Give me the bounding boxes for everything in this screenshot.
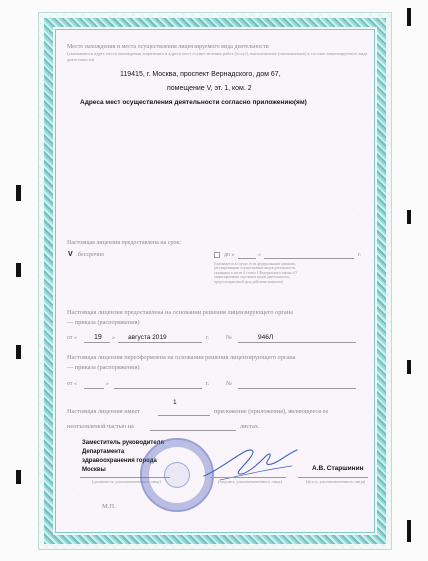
signature-line: [210, 477, 286, 478]
appendix-sheets-line: [150, 430, 236, 431]
basis-day: 19: [94, 334, 102, 341]
signatory-name-line: [298, 477, 368, 478]
basis-month: августа 2019: [128, 334, 167, 341]
reissue-heading-line-2: — приказа (распоряжения): [67, 364, 140, 371]
term-day-line: [238, 258, 256, 259]
term-checkbox-mark: V: [68, 251, 73, 258]
name-caption: (ф.и.о. уполномоченного лица): [306, 479, 366, 484]
scan-edge-mark: [407, 520, 411, 542]
term-until-suffix: г.: [358, 252, 362, 258]
term-note: (указывается в случае, если федеральными законами, регулирующими осуществление видов деятельности, указанных в части 4 статьи 1 Федерального закона «О лицензировании отдельных видов деятельности», предусмотрен иной срок действия лицензии): [214, 262, 297, 284]
basis-month-line: [118, 342, 202, 343]
appendix-sheets-label: листах.: [240, 423, 260, 430]
signatory-title-line-4: Москвы: [82, 467, 106, 473]
basis-year-suffix: г.: [206, 335, 210, 341]
term-heading: Настоящая лицензия предоставлена на срок:: [67, 240, 181, 246]
basis-quote-close: »: [112, 335, 115, 341]
appendix-text-1: Настоящая лицензия имеет: [67, 408, 140, 415]
appendix-text-3: неотъемлемой частью на: [67, 423, 134, 430]
basis-number: 946Л: [258, 334, 274, 341]
scan-edge-mark: [16, 470, 21, 484]
address-line-2: помещение V, эт. 1, ком. 2: [167, 85, 252, 92]
signatory-name: А.В. Старшинин: [312, 465, 364, 472]
reissue-day-line: [84, 388, 104, 389]
basis-heading-line-2: — приказа (распоряжения): [67, 319, 140, 326]
basis-day-line: [84, 342, 110, 343]
basis-from-label: от «: [67, 335, 78, 341]
reissue-month-line: [114, 388, 202, 389]
seal-emblem: [164, 462, 190, 488]
appendix-count: 1: [173, 399, 177, 406]
reissue-heading-line-1: Настоящая лицензия переоформлена на основании решения лицензирующего органа: [67, 354, 296, 361]
term-month-line: [264, 258, 354, 259]
scan-edge-mark: [16, 345, 21, 359]
term-until-checkbox: [214, 252, 220, 258]
scan-edge-mark: [407, 210, 411, 224]
term-indefinite-label: бессрочно: [78, 252, 105, 258]
address-line-3: Адреса мест осуществления деятельности согласно приложению(ям): [80, 99, 307, 106]
reissue-quote-close: »: [106, 381, 109, 387]
reissue-year-suffix: г.: [206, 381, 210, 387]
term-until-mid: »: [258, 252, 261, 258]
appendix-count-line: [158, 415, 210, 416]
signatory-title-line-1: Заместитель руководителя: [82, 440, 164, 446]
reissue-number-line: [238, 388, 356, 389]
signatory-title-line-3: здравоохранения города: [82, 458, 157, 464]
scan-edge-mark: [16, 263, 21, 277]
basis-heading-line-1: Настоящая лицензия предоставлена на основании решения лицензирующего органа: [67, 309, 293, 316]
title-caption: (должность уполномоченного лица): [92, 479, 161, 484]
basis-number-line: [238, 342, 356, 343]
reissue-from-label: от «: [67, 381, 78, 387]
address-line-1: 119415, г. Москва, проспект Вернадского, дом 67,: [120, 71, 281, 78]
signatory-title-line-2: Департамента: [82, 449, 125, 455]
scan-edge-mark: [16, 185, 21, 201]
scan-edge-mark: [407, 8, 411, 26]
reissue-number-label: №: [226, 381, 232, 387]
basis-number-label: №: [226, 335, 232, 341]
activity-address-note: (указываются адрес места нахождения лицензиата и адреса мест осуществления работ (услуг), выполняемых (оказываемых) в составе лицензируемого вида деятельности): [67, 51, 368, 62]
scan-edge-mark: [407, 360, 411, 374]
activity-address-heading: Место нахождения и места осуществления лицензируемого вида деятельности: [67, 44, 269, 50]
appendix-text-2: приложение (приложения), являющееся ее: [214, 408, 329, 415]
term-until-prefix: до «: [224, 252, 235, 258]
signature-caption: (подпись уполномоченного лица): [218, 479, 282, 484]
stamp-place-label: М.П.: [102, 503, 116, 510]
